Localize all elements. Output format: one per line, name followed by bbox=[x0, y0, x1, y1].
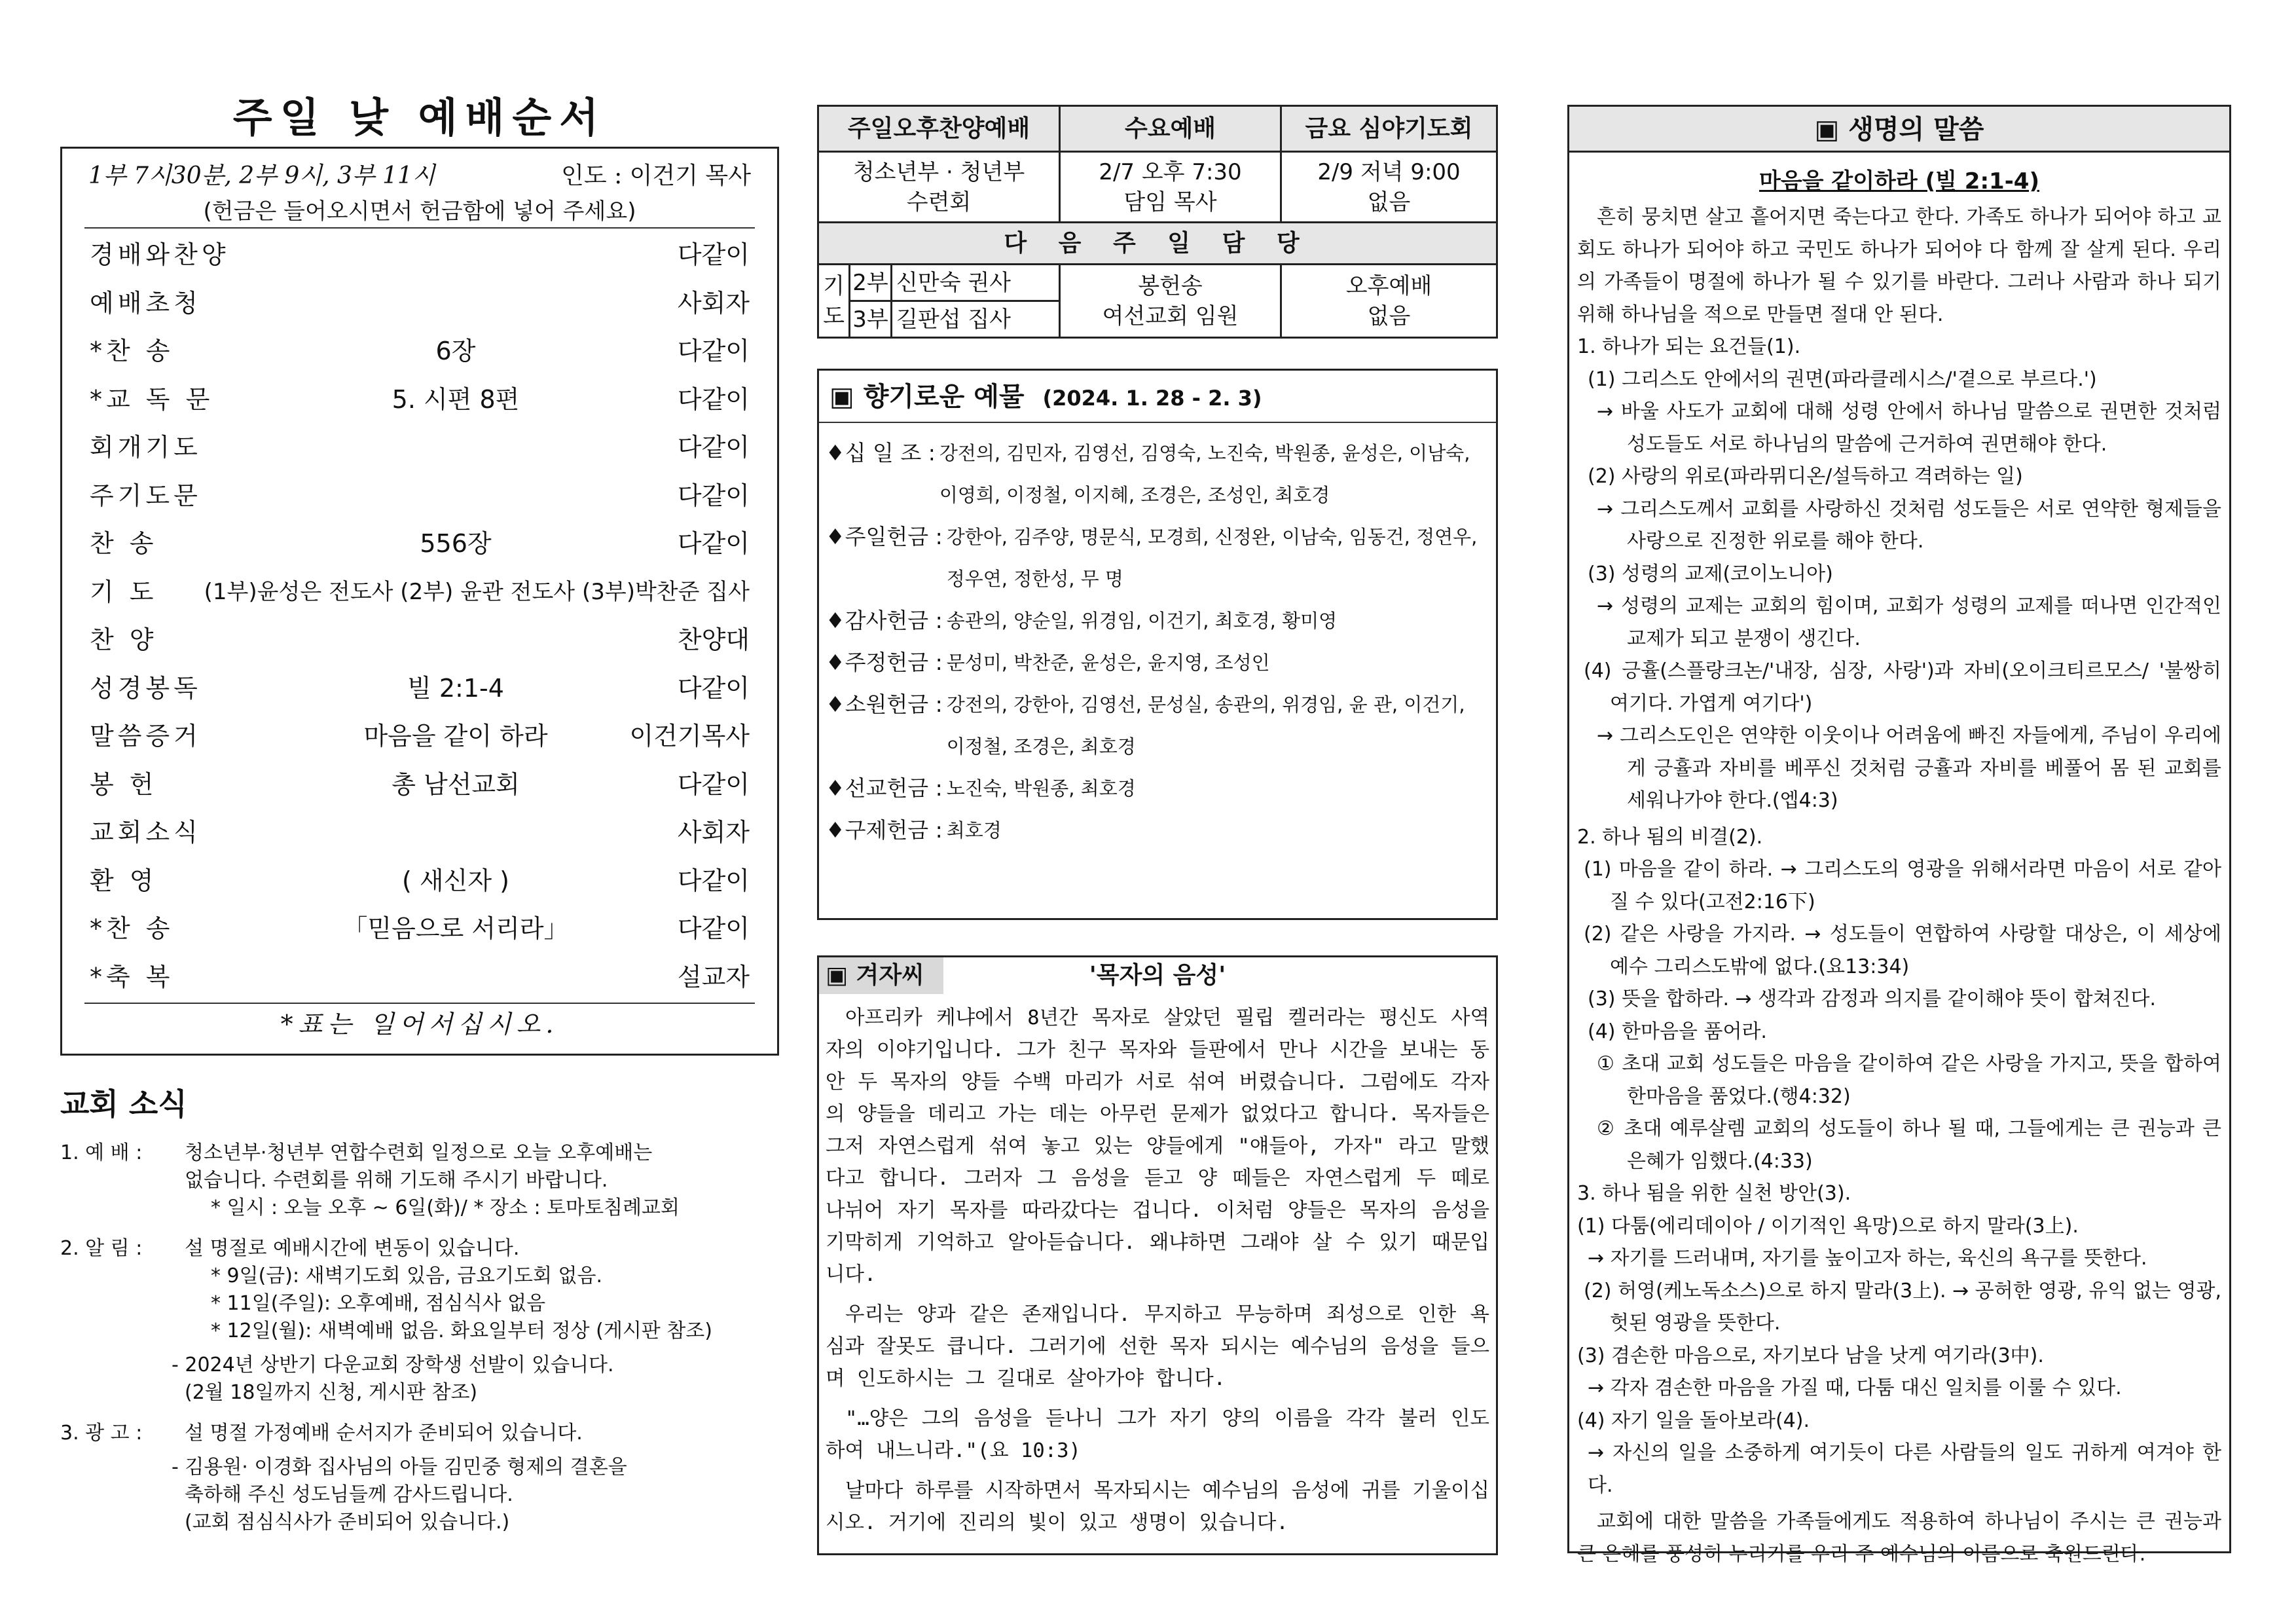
worship-column bbox=[60, 92, 779, 1549]
mustard-paragraph: 날마다 하루를 시작하면서 목자되시는 예수님의 음성에 귀를 기울이십시오. 거기에 진리의 빛이 있고 생명이 있습니다. bbox=[826, 1479, 1489, 1534]
offering-row bbox=[826, 767, 1491, 809]
news-subline: 축하해 주신 성도님들께 감사드립니다. bbox=[185, 1483, 513, 1506]
mustard-seed-title: '목자의 음성' bbox=[1089, 962, 1226, 989]
news-label: 1. 예 배 : bbox=[60, 1141, 143, 1164]
order-item-name: 말씀증거 bbox=[90, 722, 202, 751]
order-row bbox=[84, 229, 755, 277]
afternoon-duty-text: 없음 bbox=[1367, 303, 1411, 329]
order-item-name: *찬 송 bbox=[90, 914, 174, 944]
schedule-text: 없음 bbox=[1367, 189, 1411, 215]
order-item-name: 교회소식 bbox=[90, 818, 202, 847]
order-item-content: ( 새신자 ) bbox=[402, 866, 509, 895]
sermon-line: → 그리스도께서 교회를 사랑하신 것처럼 성도들은 서로 연약한 형제들을 사랑으로 진정한 위로를 해야 한다. bbox=[1597, 497, 2221, 553]
offering-label: 선교헌금 : bbox=[845, 775, 943, 801]
order-item-leader: 설교자 bbox=[677, 962, 750, 991]
offerings-title-text: 향기로운 예물 bbox=[863, 382, 1025, 412]
news-subline: - 김용원· 이경화 집사님의 아들 김민중 형제의 결혼을 bbox=[172, 1456, 627, 1479]
order-item-content: 총 남선교회 bbox=[392, 769, 520, 799]
order-row bbox=[84, 277, 755, 325]
schedule-text: 2/7 오후 7:30 bbox=[1099, 158, 1242, 185]
diamond-icon: ♦ bbox=[826, 775, 845, 801]
offerings-title bbox=[819, 371, 1496, 423]
order-item-leader: 다같이 bbox=[677, 433, 750, 462]
order-row bbox=[84, 951, 755, 999]
order-item-leader: 다같이 bbox=[677, 866, 750, 895]
prayer-label-char: 도 bbox=[823, 303, 845, 329]
order-item-content: 마음을 같이 하라 bbox=[363, 722, 548, 751]
offering-label: 주정헌금 : bbox=[845, 650, 943, 675]
order-item-name: *교 독 문 bbox=[90, 384, 214, 414]
offering-names: 정우연, 정한성, 무 명 bbox=[946, 568, 1123, 590]
sermon-line: → 자기를 드러내며, 자기를 높이고자 하는, 육신의 욕구를 뜻한다. bbox=[1588, 1247, 2147, 1270]
worship-title: 주일 낮 예배순서 bbox=[232, 94, 607, 141]
news-title: 교회 소식 bbox=[60, 1086, 187, 1122]
mustard-seed-body bbox=[819, 994, 1496, 1539]
offering-duty-cell bbox=[1060, 265, 1281, 338]
order-item-leader: 다같이 bbox=[677, 769, 750, 799]
offering-duty-text: 여선교회 임원 bbox=[1102, 303, 1239, 329]
diamond-icon: ♦ bbox=[826, 524, 845, 549]
prayer-label-char: 기 bbox=[823, 272, 845, 299]
schedule-text: 수련회 bbox=[906, 189, 972, 215]
sermon-line: 2. 하나 됨의 비결(2). bbox=[1577, 825, 1763, 849]
order-item-name: 찬 양 bbox=[90, 625, 158, 655]
afternoon-duty-cell bbox=[1281, 265, 1497, 338]
duty-person: 신만숙 권사 bbox=[892, 265, 1060, 301]
worship-order-box bbox=[60, 147, 779, 1056]
service-leader: 인도 : 이건기 목사 bbox=[561, 162, 751, 189]
order-item-name: *찬 송 bbox=[90, 337, 174, 366]
news-list bbox=[60, 1139, 779, 1536]
schedule-header: 주일오후찬양예배 bbox=[818, 106, 1060, 152]
order-item-leader: 다같이 bbox=[677, 337, 750, 366]
order-item-name: *축 복 bbox=[90, 962, 174, 991]
offering-names: 이영희, 이정철, 이지혜, 조경은, 조성인, 최호경 bbox=[939, 484, 1330, 506]
order-item-content: 6장 bbox=[435, 337, 476, 366]
news-item-notice bbox=[60, 1235, 779, 1407]
sermon-line: → 성령의 교제는 교회의 힘이며, 교회가 성령의 교제를 떠나면 인간적인 교제가 되고 분쟁이 생긴다. bbox=[1597, 595, 2221, 650]
offering-names: 송관의, 양순일, 위경임, 이건기, 최호경, 황미영 bbox=[946, 610, 1338, 632]
news-line: 없습니다. 수련회를 위해 기도해 주시기 바랍니다. bbox=[185, 1169, 608, 1192]
schedule-text: 2/9 저녁 9:00 bbox=[1317, 158, 1461, 185]
order-item-leader: 사회자 bbox=[677, 818, 750, 847]
news-subline: * 9일(금): 새벽기도회 있음, 금요기도회 없음. bbox=[211, 1264, 603, 1287]
news-item-ad bbox=[60, 1420, 779, 1536]
offering-row bbox=[826, 684, 1491, 767]
sermon-closing: 교회에 대한 말씀을 가족들에게도 적용하여 하나님이 주시는 큰 권능과 큰 은혜를 풍성히 누리기를 우리 주 예수님의 이름으로 축원드린다. bbox=[1577, 1510, 2221, 1566]
schedule-row bbox=[818, 152, 1497, 223]
offerings-period: (2024. 1. 28 - 2. 3) bbox=[1042, 386, 1262, 411]
order-list bbox=[84, 229, 755, 999]
news-label: 2. 알 림 : bbox=[60, 1237, 143, 1260]
schedule-text: 담임 목사 bbox=[1123, 189, 1217, 215]
sermon-line: → 바울 사도가 교회에 대해 성령 안에서 하나님 말씀으로 권면한 것처럼 성도들도 서로 하나님의 말씀에 근거하여 권면해야 한다. bbox=[1597, 400, 2221, 456]
order-row bbox=[84, 806, 755, 855]
schedule-column bbox=[817, 105, 1498, 1555]
order-row bbox=[84, 325, 755, 373]
offering-label: 구제헌금 : bbox=[845, 817, 943, 843]
mustard-paragraph: 우리는 양과 같은 존재입니다. 무지하고 무능하며 죄성으로 인한 욕심과 잘못도 큽니다. 그러기에 선한 목자 되시는 예수님의 음성을 들으며 인도하시는 그 길대로 살아가야 합니다. bbox=[826, 1303, 1489, 1390]
order-row bbox=[84, 373, 755, 422]
duty-person: 길판섭 집사 bbox=[892, 301, 1060, 338]
duty-part: 2부 bbox=[850, 265, 892, 301]
order-row bbox=[84, 902, 755, 951]
order-item-content: (1부)윤성은 전도사 (2부) 윤관 전도사 (3부)박찬준 집사 bbox=[204, 578, 750, 605]
diamond-icon: ♦ bbox=[826, 817, 845, 843]
order-item-leader: 다같이 bbox=[677, 481, 750, 510]
schedule-header: 수요예배 bbox=[1060, 106, 1281, 152]
sermon-line: (2) 같은 사랑을 가지라. → 성도들이 연합하여 사랑할 대상은, 이 세상에 예수 그리스도밖에 없다.(요13:34) bbox=[1584, 923, 2221, 978]
mustard-seed-tag bbox=[819, 957, 943, 994]
order-item-leader: 다같이 bbox=[677, 529, 750, 559]
order-item-content: 「믿음으로 서리라」 bbox=[342, 914, 569, 944]
schedule-cell bbox=[1060, 152, 1281, 223]
offering-label: 주일헌금 : bbox=[845, 524, 943, 549]
order-item-name: 예배초청 bbox=[90, 288, 202, 318]
next-week-header-row bbox=[818, 223, 1497, 265]
order-item-name: 환 영 bbox=[90, 866, 158, 895]
news-line: 청소년부·청년부 연합수련회 일정으로 오늘 오후예배는 bbox=[185, 1141, 653, 1164]
news-subline: * 일시 : 오늘 오후 ~ 6일(화)/ * 장소 : 토마토침례교회 bbox=[211, 1196, 680, 1219]
sermon-intro: 흔히 뭉치면 살고 흩어지면 죽는다고 한다. 가족도 하나가 되어야 하고 교회도 하나가 되어야 하고 국민도 하나가 되어야 다 함께 잘 살게 된다. 우리의 가족들이 명절에 하나가 될 수 있기를 바란다. 그러나 사람과 하나 되기 위해 하나님을 적으로 만들면 절대 안 된다. bbox=[1577, 206, 2221, 326]
sermon-body bbox=[1569, 201, 2229, 1570]
standing-note: *표는 일어서십시오. bbox=[84, 1003, 755, 1043]
order-item-leader: 다같이 bbox=[677, 914, 750, 944]
order-item-content: 5. 시편 8편 bbox=[392, 384, 520, 414]
order-item-content: 빌 2:1-4 bbox=[407, 673, 504, 703]
news-line: 설 명절 가정예배 순서지가 준비되어 있습니다. bbox=[185, 1422, 583, 1445]
order-item-leader: 다같이 bbox=[677, 240, 750, 270]
sermon-line: (1) 그리스도 안에서의 권면(파라클레시스/'곁으로 부르다.') bbox=[1588, 367, 2097, 391]
worship-order-header bbox=[84, 158, 755, 194]
offering-row bbox=[826, 516, 1491, 600]
order-item-name: 경배와찬양 bbox=[90, 240, 230, 270]
sermon-line: → 자신의 일을 소중하게 여기듯이 다른 사람들의 일도 귀하게 여겨야 한다. bbox=[1588, 1441, 2221, 1497]
sermon-line: (2) 허영(케노독소스)으로 하지 말라(3上). → 공허한 영광, 유익 없는 영광, 헛된 영광을 뜻한다. bbox=[1584, 1279, 2221, 1335]
offerings-list bbox=[819, 423, 1496, 851]
diamond-icon: ♦ bbox=[826, 692, 845, 717]
offering-row bbox=[826, 600, 1491, 642]
offering-names: 강전의, 강한아, 김영선, 문성실, 송관의, 위경임, 윤 관, 이건기, bbox=[946, 693, 1465, 716]
schedule-text: 청소년부 · 청년부 bbox=[852, 158, 1025, 185]
diamond-icon: ♦ bbox=[826, 440, 845, 466]
mustard-seed-box bbox=[817, 955, 1498, 1555]
order-row bbox=[84, 614, 755, 662]
sermon-line: (4) 긍휼(스플랑크논/'내장, 심장, 사랑')과 자비(오이크티르모스/ '불쌍히 여기다. 가엽게 여기다') bbox=[1584, 659, 2221, 715]
diamond-icon: ♦ bbox=[826, 608, 845, 633]
duty-part: 3부 bbox=[850, 301, 892, 338]
news-label: 3. 광 고 : bbox=[60, 1422, 143, 1445]
mustard-paragraph: 아프리카 케냐에서 8년간 목자로 살았던 필립 켈러라는 평신도 사역자의 이야기입니다. 그가 친구 목자와 들판에서 만나 시간을 보내는 동안 두 목자의 양들 수백 마리가 서로 섞여 버렸습니다. 그럼에도 각자의 양들을 데리고 가는 데는 아무런 문제가 없었다고 합니다. 목자들은 그저 자연스럽게 섞여 놓고 있는 양들에게 "얘들아, 가자" 라고 말했다고 합니다. 그러자 그 음성을 듣고 양 떼들은 자연스럽게 두 떼로 나뉘어 자기 목자를 따라갔다는 겁니다. 이처럼 양들은 목자의 음성을 기막히게 기억하고 알아듣습니다. 왜냐하면 그래야 살 수 있기 때문입니다. bbox=[826, 1006, 1489, 1286]
offering-names: 문성미, 박찬준, 윤성은, 윤지영, 조성인 bbox=[946, 652, 1270, 674]
order-item-leader: 사회자 bbox=[677, 288, 750, 318]
order-item-leader: 다같이 bbox=[677, 673, 750, 703]
sermon-line: (3) 겸손한 마음으로, 자기보다 남을 낫게 여기라(3中). bbox=[1577, 1344, 2044, 1367]
offering-names: 최호경 bbox=[946, 819, 1002, 841]
offering-duty-text: 봉헌송 bbox=[1138, 272, 1203, 299]
offering-label: 감사헌금 : bbox=[845, 608, 943, 633]
sermon-column bbox=[1567, 105, 2231, 1566]
sermon-line: (4) 한마음을 품어라. bbox=[1588, 1020, 1767, 1043]
order-item-name: 성경봉독 bbox=[90, 673, 202, 703]
news-subline: * 11일(주일): 오후예배, 점심식사 없음 bbox=[211, 1292, 546, 1315]
order-item-name: 봉 헌 bbox=[90, 769, 158, 799]
order-row bbox=[84, 517, 755, 566]
offering-names: 강한아, 김주양, 명문식, 모경희, 신정완, 이남숙, 임동건, 정연우, bbox=[946, 526, 1478, 548]
news-subline: (교회 점심식사가 준비되어 있습니다.) bbox=[185, 1511, 510, 1534]
order-item-name: 회개기도 bbox=[90, 433, 202, 462]
offering-names: 강전의, 김민자, 김영선, 김영숙, 노진숙, 박원종, 윤성은, 이남숙, bbox=[939, 442, 1470, 464]
news-subline: - 2024년 상반기 다운교회 장학생 선발이 있습니다. bbox=[172, 1354, 614, 1376]
order-item-name: 주기도문 bbox=[90, 481, 202, 510]
order-row bbox=[84, 662, 755, 710]
schedule-table bbox=[817, 105, 1498, 339]
offering-row bbox=[826, 809, 1491, 851]
duty-row bbox=[818, 265, 1497, 301]
order-item-leader: 다같이 bbox=[677, 384, 750, 414]
order-row bbox=[84, 855, 755, 903]
sermon-line: ② 초대 예루살렘 교회의 성도들이 하나 될 때, 그들에게는 큰 권능과 큰 은혜가 임했다.(4:33) bbox=[1597, 1117, 2221, 1173]
sermon-line: (2) 사랑의 위로(파라뮈디온/설득하고 격려하는 일) bbox=[1588, 465, 2023, 488]
sermon-subtitle: 마음을 같이하라 (빌 2:1-4) bbox=[1758, 168, 2040, 194]
diamond-icon: ♦ bbox=[826, 650, 845, 675]
schedule-cell bbox=[818, 152, 1060, 223]
sermon-line: (1) 다툼(에리데이아 / 이기적인 욕망)으로 하지 말라(3上). bbox=[1577, 1214, 2079, 1238]
sermon-line: (3) 성령의 교제(코이노니아) bbox=[1588, 562, 1833, 585]
order-item-name: 찬 송 bbox=[90, 529, 158, 559]
mustard-paragraph: "…양은 그의 음성을 듣나니 그가 자기 양의 이름을 각각 불러 인도하여 내느니라."(요 10:3) bbox=[826, 1407, 1489, 1462]
square-icon: ▣ bbox=[829, 382, 854, 412]
mustard-seed-header bbox=[819, 957, 1496, 994]
order-item-name: 기 도 bbox=[90, 577, 158, 606]
offering-label: 십 일 조 : bbox=[845, 440, 936, 466]
offering-row bbox=[826, 642, 1491, 684]
sermon-line: 3. 하나 됨을 위한 실천 방안(3). bbox=[1577, 1182, 1851, 1205]
order-row bbox=[84, 758, 755, 807]
news-subline: * 12일(월): 새벽예배 없음. 화요일부터 정상 (게시판 참조) bbox=[211, 1320, 712, 1342]
service-times: 1부 7시30분, 2부 9시, 3부 11시 bbox=[88, 162, 435, 189]
sermon-line: (1) 마음을 같이 하라. → 그리스도의 영광을 위해서라면 마음이 서로 같아질 수 있다(고전2:16下) bbox=[1584, 858, 2221, 913]
offering-names: 이정철, 조경은, 최호경 bbox=[946, 735, 1136, 758]
sermon-line: → 그리스도인은 연약한 이웃이나 어려움에 빠진 자들에게, 주님이 우리에게 긍휼과 자비를 베푸신 것처럼 긍휼과 자비를 베풀어 몸 된 교회를 세워나가야 한다.(엡4:3) bbox=[1597, 724, 2221, 812]
sermon-line: 1. 하나가 되는 요건들(1). bbox=[1577, 335, 1801, 358]
offering-row bbox=[826, 432, 1491, 516]
sermon-line: (4) 자기 일을 돌아보라(4). bbox=[1577, 1409, 1810, 1432]
schedule-header-row bbox=[818, 106, 1497, 152]
mustard-seed-tag-text: 겨자씨 bbox=[856, 962, 924, 989]
news-subline: (2월 18일까지 신청, 게시판 참조) bbox=[185, 1381, 478, 1404]
order-row bbox=[84, 470, 755, 518]
sermon-title: ▣ 생명의 말씀 bbox=[1569, 107, 2229, 153]
schedule-cell bbox=[1281, 152, 1497, 223]
afternoon-duty-text: 오후예배 bbox=[1345, 272, 1432, 299]
sermon-line: ① 초대 교회 성도들은 마음을 같이하여 같은 사랑을 가지고, 뜻을 합하여 한마음을 품었다.(행4:32) bbox=[1597, 1052, 2221, 1108]
sermon-line: → 각자 겸손한 마음을 가질 때, 다툼 대신 일치를 이룰 수 있다. bbox=[1588, 1376, 2122, 1399]
order-row bbox=[84, 421, 755, 470]
offering-names: 노진숙, 박원종, 최호경 bbox=[946, 777, 1136, 800]
order-row-prayer bbox=[84, 566, 755, 614]
schedule-header: 금요 심야기도회 bbox=[1281, 106, 1497, 152]
offering-note: (헌금은 들어오시면서 헌금함에 넣어 주세요) bbox=[84, 194, 755, 229]
square-icon: ▣ bbox=[826, 962, 856, 989]
offering-label: 소원헌금 : bbox=[845, 692, 943, 717]
order-item-leader: 찬양대 bbox=[677, 625, 750, 655]
order-row bbox=[84, 710, 755, 758]
offerings-box bbox=[817, 369, 1498, 920]
next-week-title: 다 음 주 일 담 당 bbox=[818, 223, 1497, 265]
news-item-worship bbox=[60, 1139, 779, 1222]
prayer-duty-label bbox=[818, 265, 850, 338]
order-item-content: 556장 bbox=[420, 529, 492, 559]
order-item-leader: 이건기목사 bbox=[629, 722, 750, 751]
news-line: 설 명절로 예배시간에 변동이 있습니다. bbox=[185, 1237, 520, 1260]
sermon-line: (3) 뜻을 합하라. → 생각과 감정과 의지를 같이해야 뜻이 합쳐진다. bbox=[1588, 987, 2157, 1010]
